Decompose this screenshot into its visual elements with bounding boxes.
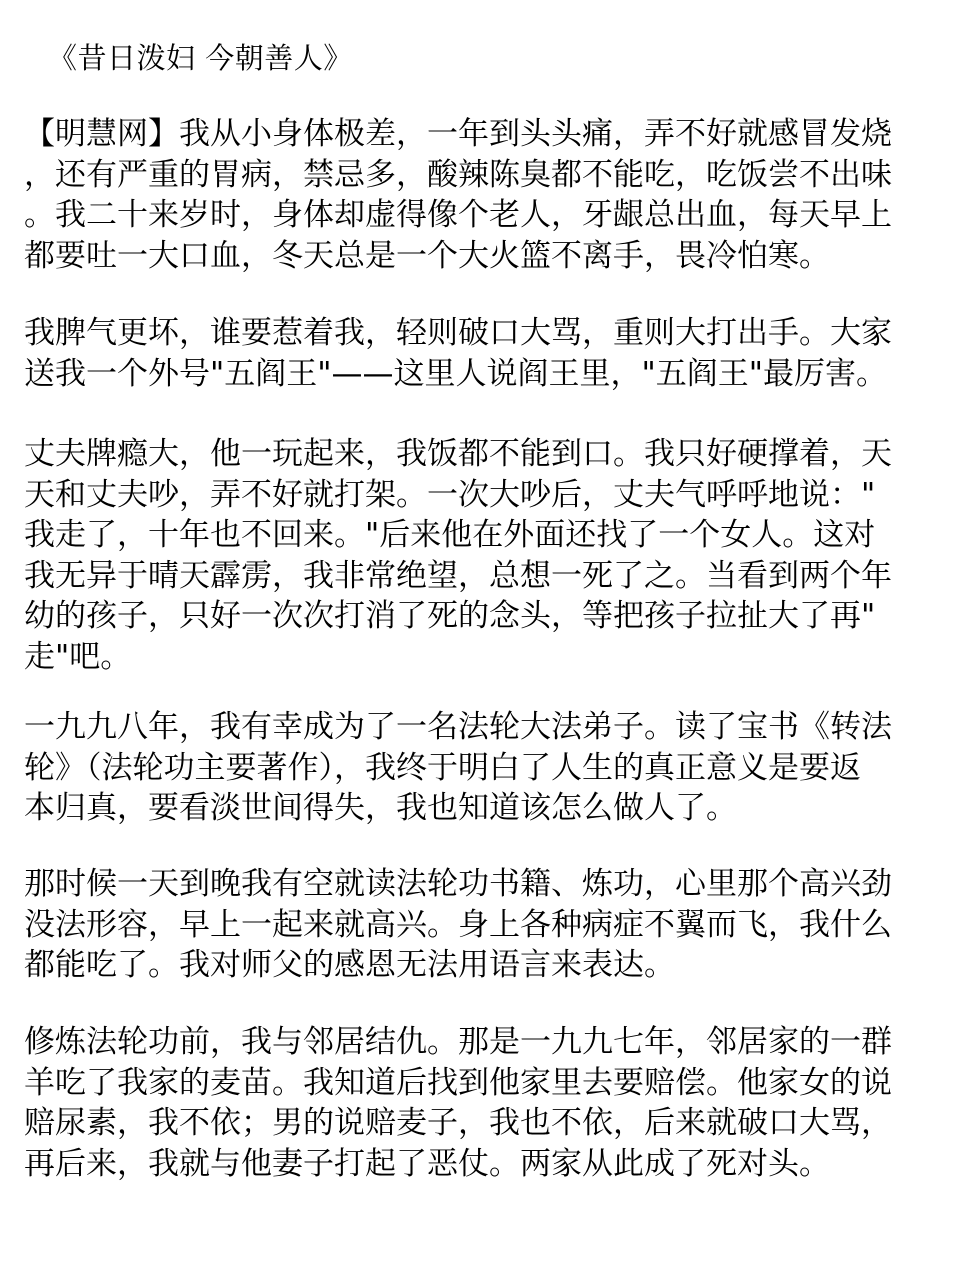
paragraph-line: 幼的孩子，只好一次次打消了死的念头，等把孩子拉扯大了再" bbox=[24, 598, 876, 634]
paragraph-line: 丈夫牌瘾大，他一玩起来，我饭都不能到口。我只好硬撑着，天 bbox=[24, 436, 892, 472]
paragraph-line: 赔尿素，我不依；男的说赔麦子，我也不依，后来就破口大骂， bbox=[24, 1105, 892, 1141]
paragraph-line: 轮》（法轮功主要著作），我终于明白了人生的真正意义是要返 bbox=[24, 749, 861, 786]
paragraph-line: 。我二十来岁时，身体却虚得像个老人，牙龈总出血，每天早上 bbox=[24, 197, 892, 233]
paragraph-4 bbox=[24, 707, 954, 829]
paragraph-line: ，还有严重的胃病，禁忌多，酸辣陈臭都不能吃，吃饭尝不出味 bbox=[24, 156, 892, 193]
paragraph-line: 走"吧。 bbox=[24, 638, 132, 675]
paragraph-line: 本归真，要看淡世间得失，我也知道该怎么做人了。 bbox=[24, 790, 737, 826]
paragraph-1 bbox=[24, 114, 954, 276]
paragraph-3 bbox=[24, 434, 954, 677]
paragraph-line: 那时候一天到晚我有空就读法轮功书籍、炼功，心里那个高兴劲 bbox=[24, 866, 892, 902]
paragraph-line: 天和丈夫吵，弄不好就打架。一次大吵后，丈夫气呼呼地说：" bbox=[24, 476, 876, 513]
paragraph-line: 【明慧网】我从小身体极差，一年到头头痛，弄不好就感冒发烧 bbox=[24, 116, 892, 152]
paragraph-line: 我脾气更坏，谁要惹着我，轻则破口大骂，重则大打出手。大家 bbox=[24, 315, 892, 351]
paragraph-line: 再后来，我就与他妻子打起了恶仗。两家从此成了死对头。 bbox=[24, 1145, 830, 1182]
paragraph-line: 都要吐一大口血，冬天总是一个大火篮不离手，畏冷怕寒。 bbox=[24, 237, 830, 274]
paragraph-line: 送我一个外号"五阎王"——这里人说阎王里，"五阎王"最厉害。 bbox=[24, 355, 888, 392]
article-title: 《昔日泼妇 今朝善人》 bbox=[48, 41, 353, 75]
paragraph-line: 羊吃了我家的麦苗。我知道后找到他家里去要赔偿。他家女的说 bbox=[24, 1064, 892, 1101]
paragraph-5 bbox=[24, 864, 954, 986]
paragraph-6 bbox=[24, 1022, 954, 1184]
paragraph-line: 都能吃了。我对师父的感恩无法用语言来表达。 bbox=[24, 947, 675, 983]
paragraph-line: 一九九八年，我有幸成为了一名法轮大法弟子。读了宝书《转法 bbox=[24, 709, 892, 745]
paragraph-line: 我走了，十年也不回来。"后来他在外面还找了一个女人。这对 bbox=[24, 517, 876, 553]
paragraph-line: 没法形容，早上一起来就高兴。身上各种病症不翼而飞，我什么 bbox=[24, 906, 892, 943]
paragraph-line: 修炼法轮功前，我与邻居结仇。那是一九九七年，邻居家的一群 bbox=[24, 1024, 892, 1060]
paragraph-2 bbox=[24, 313, 954, 394]
paragraph-line: 我无异于晴天霹雳，我非常绝望，总想一死了之。当看到两个年 bbox=[24, 557, 892, 594]
